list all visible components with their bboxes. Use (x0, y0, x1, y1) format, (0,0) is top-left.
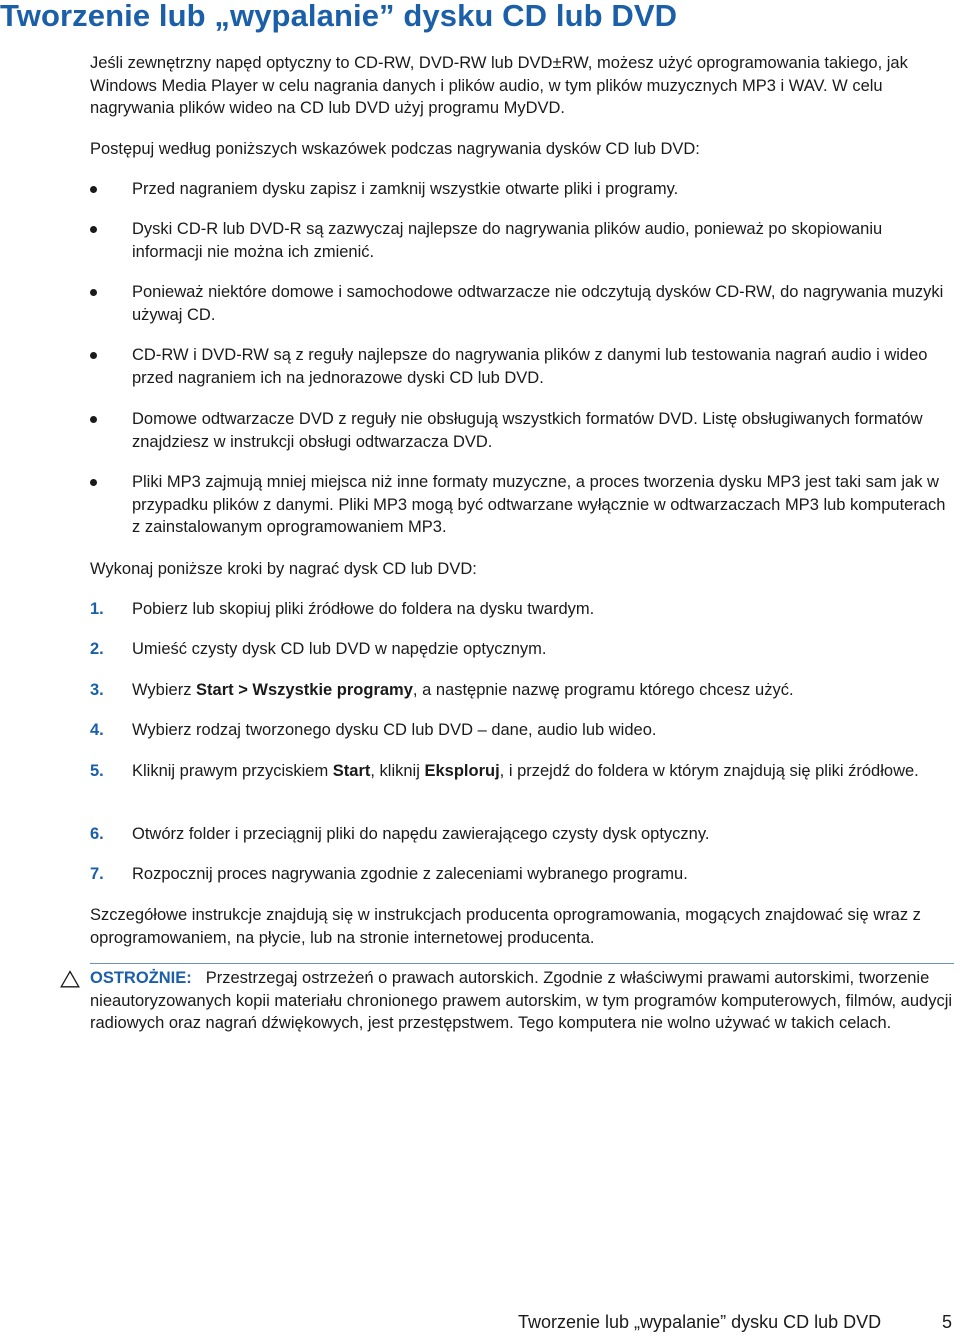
step-text: Wybierz Start > Wszystkie programy, a następnie nazwę programu którego chcesz użyć. (132, 681, 794, 699)
bullet-item (90, 218, 956, 263)
step-number: 6. (90, 825, 104, 843)
step-number: 7. (90, 865, 104, 883)
bullet-dot-icon (90, 352, 97, 359)
guidelines-intro: Postępuj według poniższych wskazówek podczas nagrywania dysków CD lub DVD: (90, 140, 700, 158)
intro-paragraph: Jeśli zewnętrzny napęd optyczny to CD-RW, DVD-RW lub DVD±RW, możesz użyć oprogramowania takiego, jak Windows Media Player w celu nagrania danych i plików audio, w tym plików muzycznych MP3 i WAV. W celu nagrywania plików wideo na CD lub DVD użyj programu MyDVD. (90, 54, 908, 117)
caution-label: OSTROŻNIE: (90, 969, 192, 987)
caution-divider (90, 963, 954, 964)
step-number: 5. (90, 762, 104, 780)
step-item (90, 823, 956, 846)
bullet-text: Ponieważ niektóre domowe i samochodowe odtwarzacze nie odczytują dysków CD-RW, do nagrywania muzyki używaj CD. (132, 283, 944, 324)
bullet-item (90, 408, 956, 453)
details-paragraph: Szczegółowe instrukcje znajdują się w instrukcjach producenta oprogramowania, mogących znajdować się wraz z oprogramowaniem, na płycie, lub na stronie internetowej producenta. (90, 906, 921, 947)
bullet-text: Przed nagraniem dysku zapisz i zamknij wszystkie otwarte pliki i programy. (132, 180, 679, 198)
bullet-dot-icon (90, 416, 97, 423)
bullet-text: Dyski CD-R lub DVD-R są zazwyczaj najlepsze do nagrywania plików audio, ponieważ po skopiowaniu informacji nie można ich zmienić. (132, 220, 883, 261)
bullet-text: Pliki MP3 zajmują mniej miejsca niż inne formaty muzyczne, a proces tworzenia dysku MP3 jest taki sam jak w przypadku plików z danymi. Pliki MP3 mogą być odtwarzane wyłącznie w odtwarzaczach MP3 lub komputerach z zainstalowanym oprogramowaniem MP3. (132, 473, 946, 536)
page-number: 5 (942, 1312, 953, 1332)
step-text: Pobierz lub skopiuj pliki źródłowe do foldera na dysku twardym. (132, 600, 595, 618)
step-item (90, 760, 956, 783)
bullet-item (90, 344, 956, 389)
step-text: Rozpocznij proces nagrywania zgodnie z zaleceniami wybranego programu. (132, 865, 688, 883)
page-title: Tworzenie lub „wypalanie” dysku CD lub DVD (0, 0, 678, 33)
steps-intro: Wykonaj poniższe kroki by nagrać dysk CD lub DVD: (90, 560, 477, 578)
step-number: 3. (90, 681, 104, 699)
step-number: 1. (90, 600, 104, 618)
bullet-dot-icon (90, 289, 97, 296)
step-text: Wybierz rodzaj tworzonego dysku CD lub DVD – dane, audio lub wideo. (132, 721, 657, 739)
footer-title: Tworzenie lub „wypalanie” dysku CD lub DVD (518, 1312, 882, 1332)
bullet-item (90, 281, 956, 326)
step-item (90, 863, 956, 886)
step-item (90, 598, 956, 621)
bullet-dot-icon (90, 479, 97, 486)
step-text: Umieść czysty dysk CD lub DVD w napędzie optycznym. (132, 640, 547, 658)
bullet-item (90, 471, 956, 539)
warning-triangle-icon (60, 970, 80, 988)
caution-text: Przestrzegaj ostrzeżeń o prawach autorskich. Zgodnie z właściwymi prawami autorskimi, tworzenie nieautoryzowanych kopii materiału chronionego prawem autorskim, w tym programów komputerowych, filmów, audycji radiowych oraz nagrań dźwiękowych, jest przestępstwem. Tego komputera nie wolno używać w takich celach. (90, 969, 953, 1032)
bullet-text: CD-RW i DVD-RW są z reguły najlepsze do nagrywania plików z danymi lub testowania nagrań audio i wideo przed nagraniem ich na jednorazowe dyski CD lub DVD. (132, 346, 928, 387)
step-number: 2. (90, 640, 104, 658)
bullet-text: Domowe odtwarzacze DVD z reguły nie obsługują wszystkich formatów DVD. Listę obsługiwanych formatów znajdziesz w instrukcji obsługi odtwarzacza DVD. (132, 410, 923, 451)
step-item (90, 638, 956, 661)
bullet-dot-icon (90, 186, 97, 193)
bullet-item (90, 178, 956, 201)
caution-block (90, 967, 956, 1035)
step-item (90, 719, 956, 742)
bullet-dot-icon (90, 226, 97, 233)
step-number: 4. (90, 721, 104, 739)
step-text: Otwórz folder i przeciągnij pliki do napędu zawierającego czysty dysk optyczny. (132, 825, 710, 843)
step-text: Kliknij prawym przyciskiem Start, kliknij Eksploruj, i przejdź do foldera w którym znajdują się pliki źródłowe. (132, 762, 919, 780)
step-item (90, 679, 956, 702)
